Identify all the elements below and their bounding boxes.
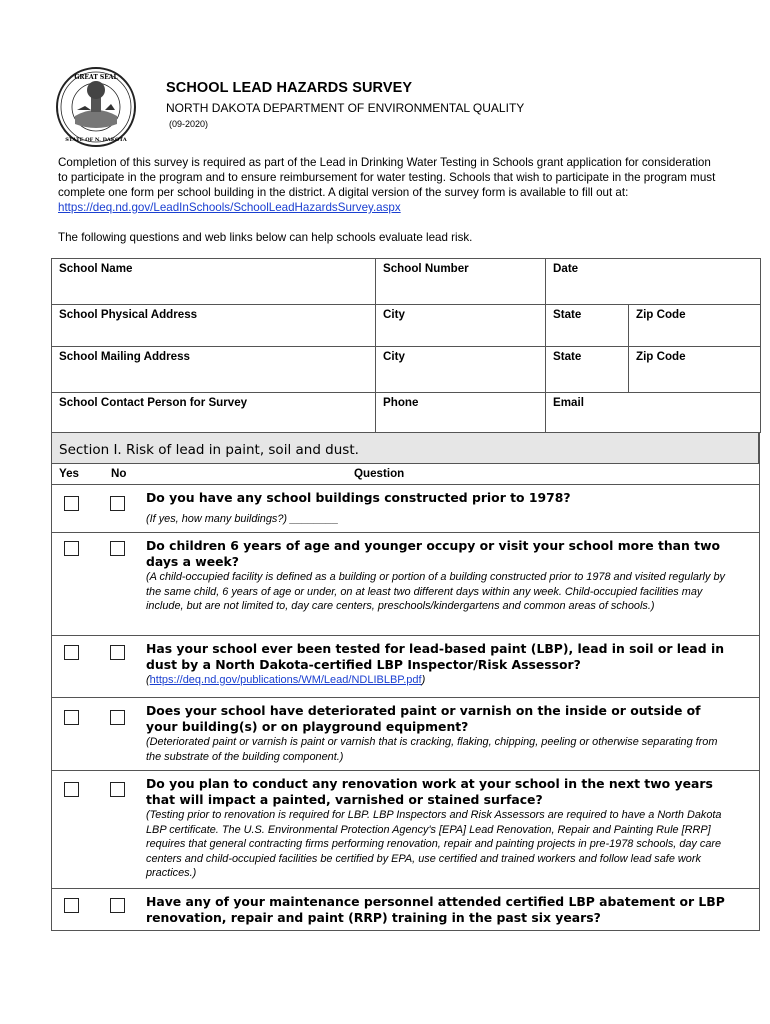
date-field[interactable]: Date [546, 259, 761, 305]
mailing-zip-field[interactable]: Zip Code [629, 347, 761, 393]
intro-note: The following questions and web links below can help schools evaluate lead risk. [58, 231, 473, 244]
intro-paragraph [58, 155, 718, 215]
physical-state-field[interactable]: State [546, 305, 629, 347]
school-info-table [51, 258, 761, 433]
school-name-field[interactable]: School Name [52, 259, 376, 305]
q3-yes-checkbox[interactable] [64, 645, 79, 660]
revision-date: (09-2020) [169, 119, 209, 129]
school-number-field[interactable]: School Number [376, 259, 546, 305]
q3-question-text: Has your school ever been tested for lead-based paint (LBP), lead in soil or lead in dust by a North Dakota-certified LBP Inspector/Risk Assessor? [146, 641, 725, 672]
col-no-label: No [111, 467, 127, 480]
mailing-address-field[interactable]: School Mailing Address [52, 347, 376, 393]
q4-no-checkbox[interactable] [110, 710, 125, 725]
q2-note: (A child-occupied facility is defined as a building or portion of a building constructed prior to 1978 and visited regularly by the same child, 6 years of age or under, on at least two different days within any week. Child-occupied facilities may include, but are not limited to, day care centers, preschools/kindergartens and common areas of schools.) [146, 571, 725, 612]
svg-text:GREAT SEAL: GREAT SEAL [74, 74, 118, 81]
q5-yes-checkbox[interactable] [64, 782, 79, 797]
q1-note: (If yes, how many buildings?) ________ [146, 513, 339, 525]
q3-no-checkbox[interactable] [110, 645, 125, 660]
physical-zip-field[interactable]: Zip Code [629, 305, 761, 347]
intro-text: Completion of this survey is required as part of the Lead in Drinking Water Testing in Schools grant application for consideration to participate in the program and to ensure reimbursement for water testing. Schools that wish to participate in the program must complete one form per school building in the district. A digital version of the survey form is available to fill out at: [58, 156, 716, 199]
question-row [51, 636, 760, 698]
physical-address-field[interactable]: School Physical Address [52, 305, 376, 347]
col-question-label: Question [354, 467, 405, 480]
question-row [51, 483, 760, 533]
q1-yes-checkbox[interactable] [64, 496, 79, 511]
question-row [51, 889, 760, 931]
section-1-title: Section I. Risk of lead in paint, soil and dust. [59, 442, 359, 458]
q3-link-line [146, 673, 728, 688]
q2-no-checkbox[interactable] [110, 541, 125, 556]
physical-city-field[interactable]: City [376, 305, 546, 347]
q1-no-checkbox[interactable] [110, 496, 125, 511]
question-row [51, 771, 760, 889]
document-header [166, 80, 524, 129]
great-seal-north-dakota-logo [55, 66, 137, 148]
lbp-inspector-list-link[interactable]: https://deq.nd.gov/publications/WM/Lead/NDLIBLBP.pdf [149, 674, 422, 686]
q1-question-text: Do you have any school buildings constructed prior to 1978? [146, 490, 571, 505]
q4-yes-checkbox[interactable] [64, 710, 79, 725]
q6-no-checkbox[interactable] [110, 898, 125, 913]
q5-note: (Testing prior to renovation is required for LBP. LBP Inspectors and Risk Assessors are required to have a North Dakota LBP certificate. The U.S. Environmental Protection Agency's [EPA] Lead Renovation, Repair and Painting Rule [RRP] requires that general contracting firms performing renovation, repair and painting projects in pre-1978 schools, day care centers and child-occupied facilities be certified by EPA, use certified and trained workers and follow lead safe work practices.) [146, 809, 722, 879]
q4-question-text: Does your school have deteriorated paint or varnish on the inside or outside of your building(s) or on playground equipment? [146, 703, 701, 734]
q4-note: (Deteriorated paint or varnish is paint or varnish that is cracking, flaking, chipping, peeling or otherwise separating from the substrate of the building component.) [146, 736, 718, 763]
q6-question-text: Have any of your maintenance personnel attended certified LBP abatement or LBP renovation, repair and paint (RRP) training in the past six years? [146, 894, 725, 925]
question-row [51, 533, 760, 636]
document-title: SCHOOL LEAD HAZARDS SURVEY [166, 80, 413, 96]
q2-yes-checkbox[interactable] [64, 541, 79, 556]
mailing-city-field[interactable]: City [376, 347, 546, 393]
question-row [51, 698, 760, 771]
contact-person-field[interactable]: School Contact Person for Survey [52, 393, 376, 433]
email-field[interactable]: Email [546, 393, 761, 433]
q3-link-open-paren: ( [146, 674, 150, 686]
department-name: NORTH DAKOTA DEPARTMENT OF ENVIRONMENTAL QUALITY [166, 101, 525, 115]
q2-question-text: Do children 6 years of age and younger occupy or visit your school more than two days a week? [146, 538, 721, 569]
mailing-state-field[interactable]: State [546, 347, 629, 393]
section-1-header [51, 432, 759, 464]
col-yes-label: Yes [59, 467, 79, 480]
phone-field[interactable]: Phone [376, 393, 546, 433]
q3-link-close-paren: ) [421, 674, 426, 686]
q6-yes-checkbox[interactable] [64, 898, 79, 913]
question-column-header [51, 463, 760, 485]
svg-text:STATE OF N. DAKOTA: STATE OF N. DAKOTA [65, 137, 127, 143]
survey-form-link[interactable]: https://deq.nd.gov/LeadInSchools/SchoolLeadHazardsSurvey.aspx [58, 201, 401, 214]
q5-question-text: Do you plan to conduct any renovation work at your school in the next two years that will impact a painted, varnished or stained surface? [146, 776, 713, 807]
q5-no-checkbox[interactable] [110, 782, 125, 797]
